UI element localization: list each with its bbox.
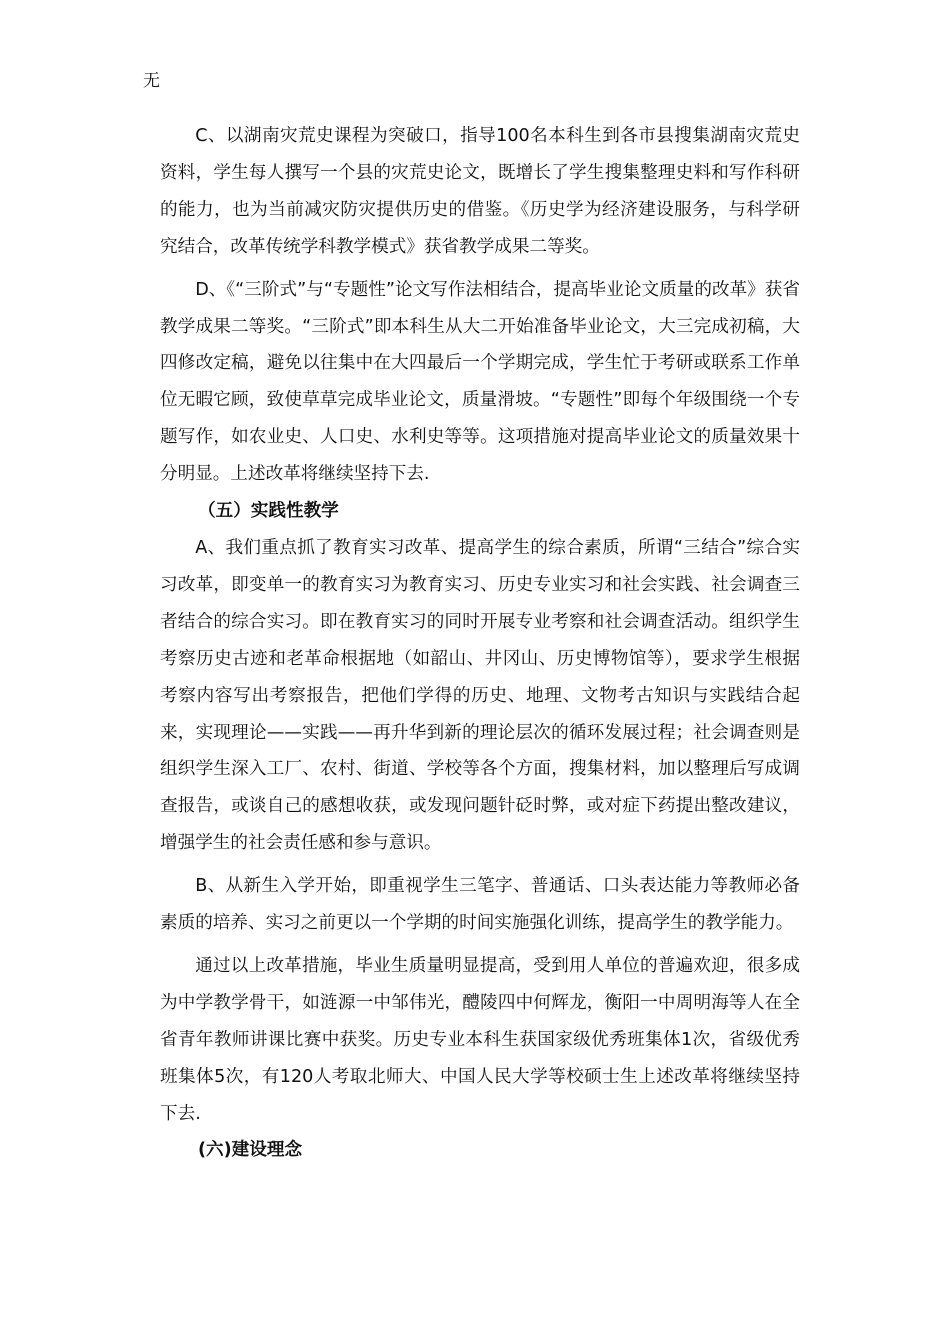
paragraph-summary: 通过以上改革措施，毕业生质量明显提高，受到用人单位的普遍欢迎，很多成为中学教学骨干，如涟源一中邹伟光，醴陵四中何辉龙，衡阳一中周明海等人在全省青年教师讲课比赛中获奖。历史专业本科生获国家级优秀班集体1次，省级优秀班集体5次，有120人考取北师大、中国人民大学等校硕士生上述改革将继续坚持下去. [160, 955, 800, 1124]
page-header: 无 [143, 71, 160, 91]
paragraph-a: A、我们重点抓了教育实习改革、提高学生的综合素质，所谓“三结合”综合实习改革，即变单一的教育实习为教育实习、历史专业实习和社会实践、社会调查三者结合的综合实习。即在教育实习的同时开展专业考察和社会调查活动。组织学生考察历史古迹和老革命根据地（如韶山、井冈山、历史博物馆等），要求学生根据考察内容写出考察报告，把他们学得的历史、地理、文物考古知识与实践结合起来，实现理论——实践——再升华到新的理论层次的循环发展过程；社会调查则是组织学生深入工厂、农村、街道、学校等各个方面，搜集材料，加以整理后写成调查报告，或谈自己的感想收获，或发现问题针砭时弊，或对症下药提出整改建议，增强学生的社会责任感和参与意识。 [160, 537, 800, 854]
paragraph-b: B、从新生入学开始，即重视学生三笔字、普通话、口头表达能力等教师必备素质的培养、实习之前更以一个学期的时间实施强化训练，提高学生的教学能力。 [160, 876, 800, 934]
section-heading-six: (六)建设理念 [198, 1140, 303, 1161]
paragraph-d: D、《“三阶式”与“专题性”论文写作法相结合，提高毕业论文质量的改革》获省教学成果二等奖。“三阶式”即本科生从大二开始准备毕业论文，大三完成初稿，大四修改定稿，避免以往集中在大四最后一个学期完成，学生忙于考研或联系工作单位无暇它顾，致使草草完成毕业论文，质量滑坡。“专题性”即每个年级围绕一个专题写作，如农业史、人口史、水利史等等。这项措施对提高毕业论文的质量效果十分明显。上述改革将继续坚持下去. [160, 279, 800, 485]
document-body [160, 118, 800, 1169]
section-heading-five: （五）实践性教学 [198, 501, 339, 522]
paragraph-c: C、以湖南灾荒史课程为突破口，指导100名本科生到各市县搜集湖南灾荒史资料，学生每人撰写一个县的灾荒史论文，既增长了学生搜集整理史料和写作科研的能力，也为当前减灾防灾提供历史的借鉴。《历史学为经济建设服务，与科学研究结合，改革传统学科教学模式》获省教学成果二等奖。 [160, 126, 800, 257]
